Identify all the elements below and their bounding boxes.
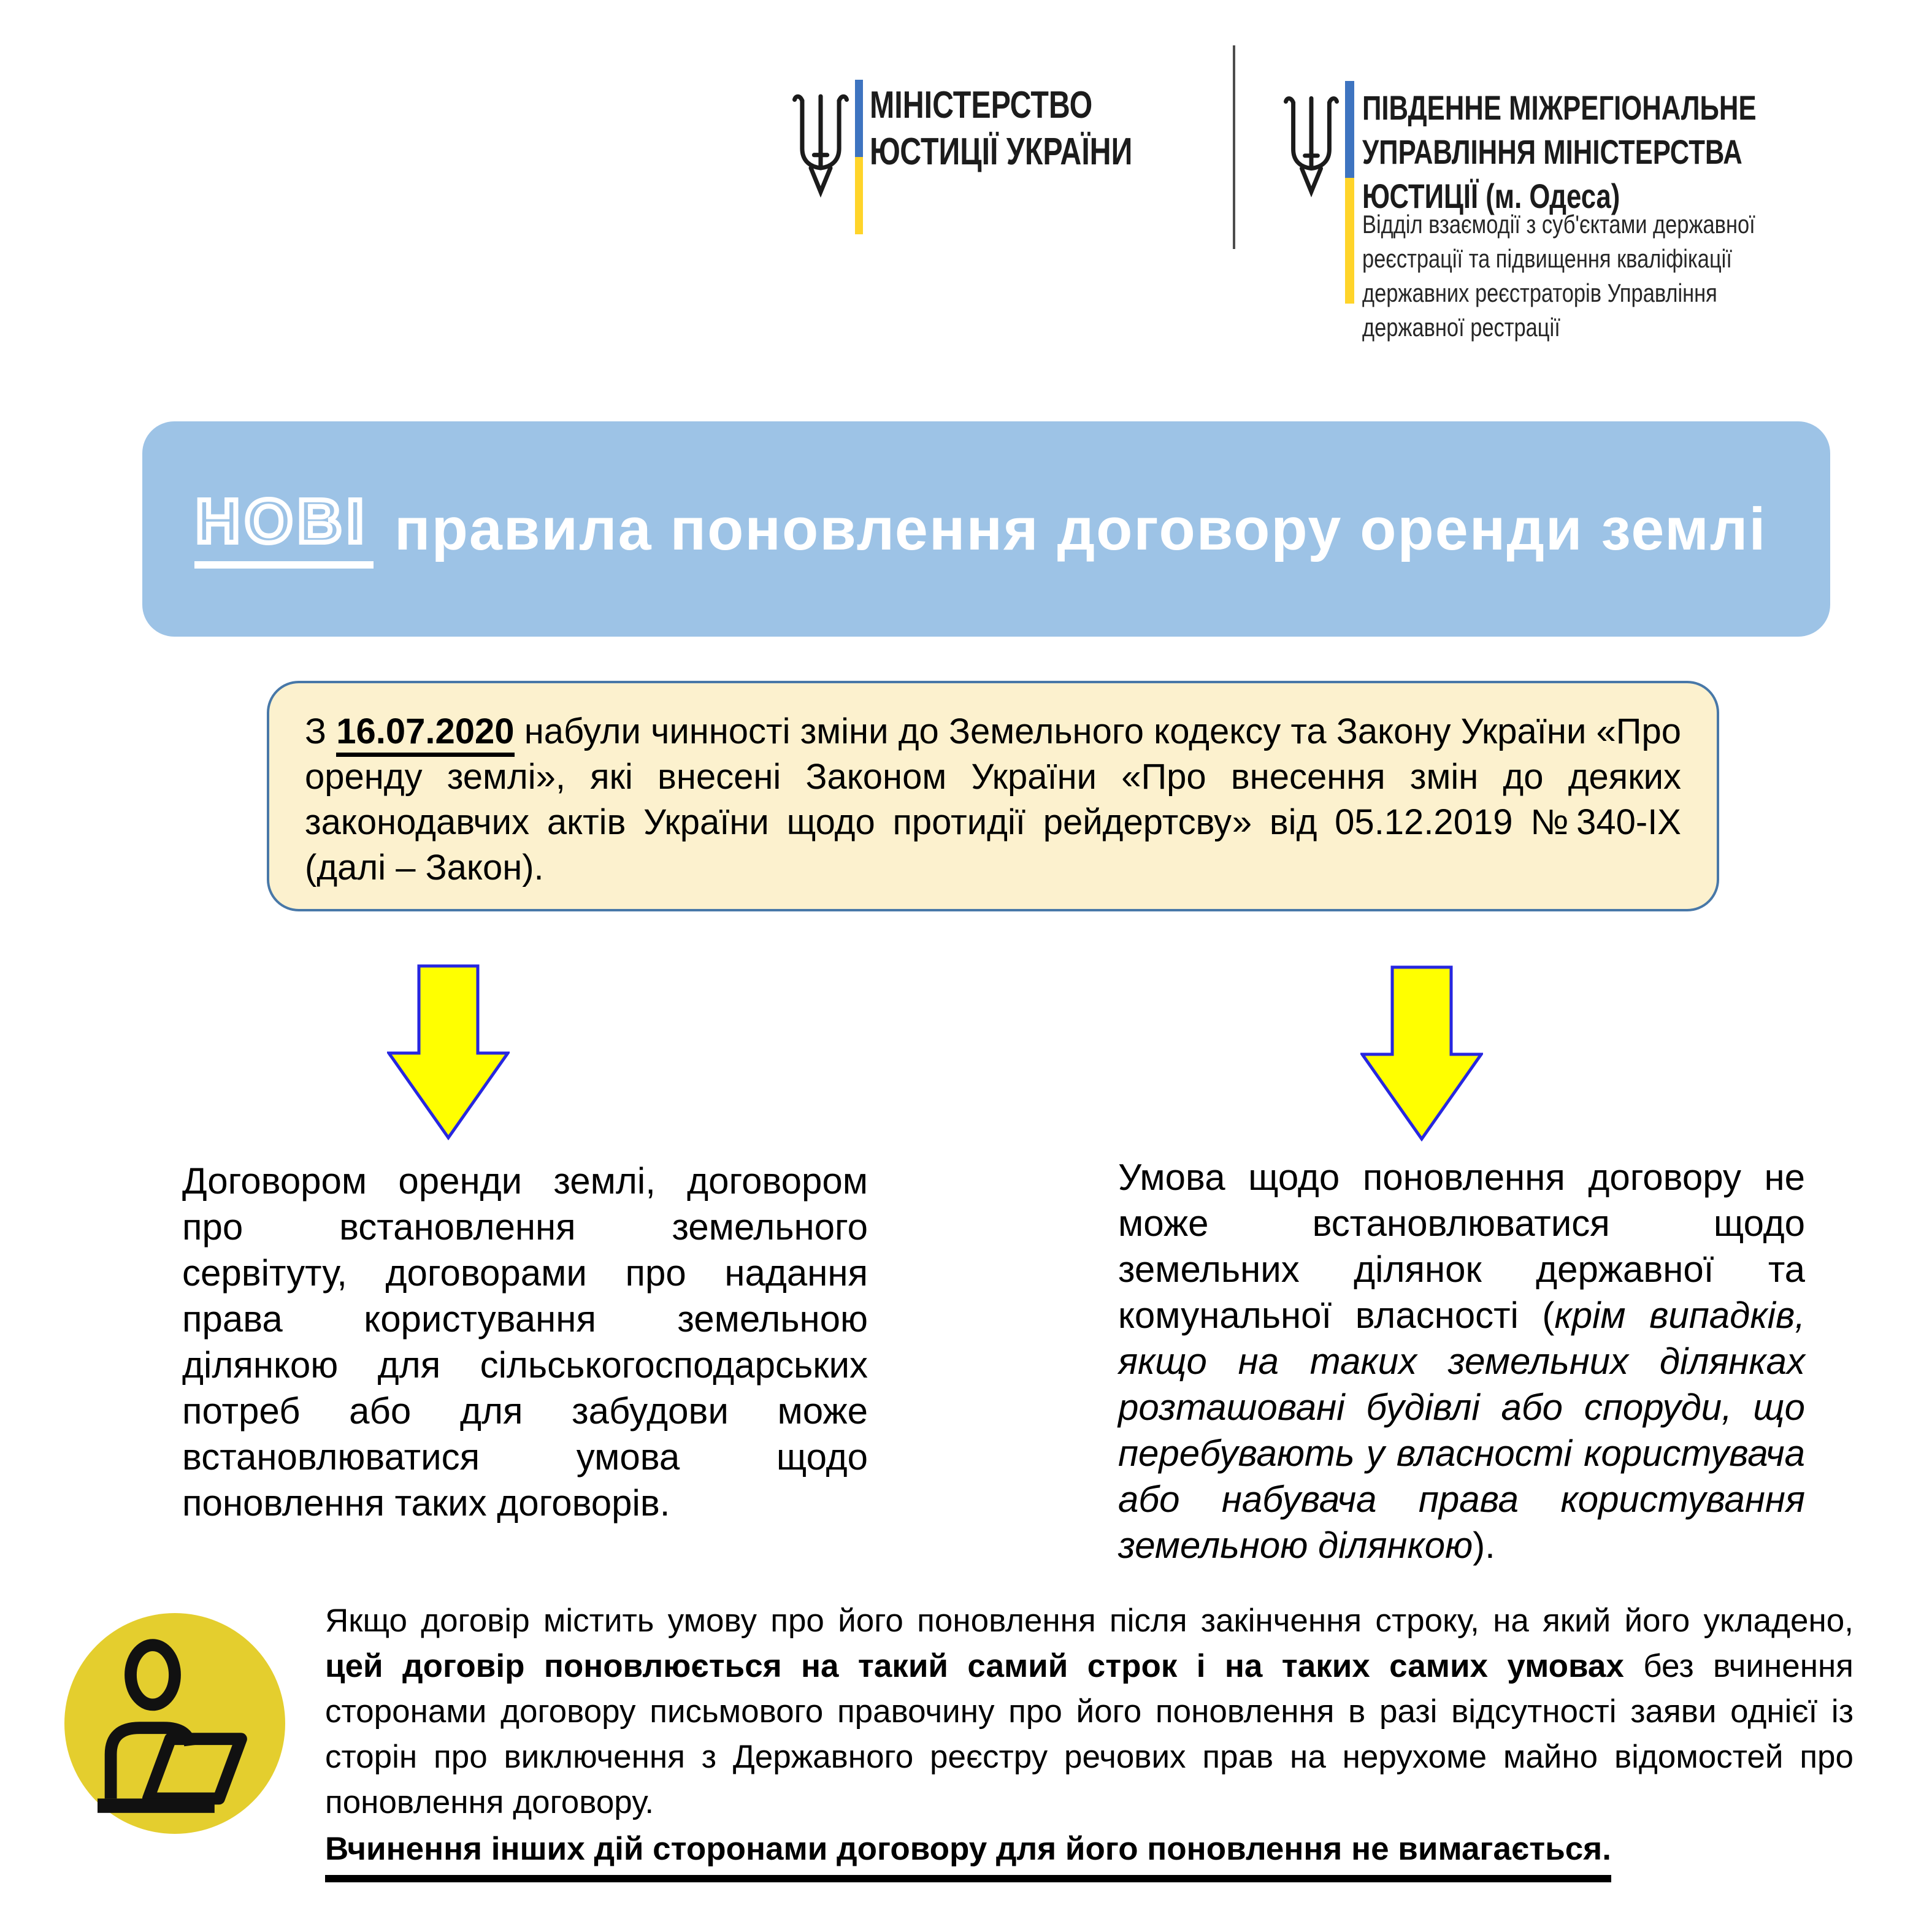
office-title-line2: УПРАВЛІННЯ МІНІСТЕРСТВА	[1362, 132, 1742, 171]
left-column-text: Договором оренди землі, договором про встановлення земельного сервітуту, договорами про надання права користування земельною ділянкою для сільськогосподарських потреб або для забудови може встановлюватися умова щодо поновлення таких договорів.	[182, 1160, 868, 1524]
banner-highlight-word: НОВІ	[194, 489, 374, 569]
office-subtitle-line3: державних реєстраторів Управління	[1362, 278, 1717, 307]
title-banner	[142, 421, 1830, 637]
bottom-part1: Якщо договір містить умову про його поновлення після закінчення строку, на який його укладено,	[325, 1603, 1853, 1639]
law-intro-box	[267, 681, 1719, 911]
office-subtitle-line2: реєстрації та підвищення кваліфікації	[1362, 244, 1732, 273]
bottom-part2: без вчинення сторонами договору письмового правочину про його поновлення в разі відсутності заяви однієї із сторін про виключення з Державного реєстру речових прав на нерухоме майно відомостей про поновлення договору.	[325, 1648, 1853, 1820]
right-column-normal: Умова щодо поновлення договору не може встановлюватися щодо земельних ділянок державної та комунальної власності (	[1118, 1157, 1805, 1336]
down-arrow-icon	[1360, 965, 1483, 1141]
right-column-italic: крім випадків, якщо на таких земельних ділянках розташовані будівлі або споруди, що перебувають у власності користувача або набувача права користування земельною ділянкою	[1118, 1295, 1805, 1566]
bottom-bold: цей договір поновлюється на такий самий строк і на таких самих умовах	[325, 1648, 1624, 1684]
law-text-body: набули чинності зміни до Земельного кодексу та Закону України «Про оренду землі», які внесені Законом України «Про внесення змін до деяких законодавчих актів України щодо протидії рейдертсву» від 05.12.2019 №340-ІХ (далі – Закон).	[305, 711, 1681, 887]
trident-icon	[792, 80, 849, 212]
law-text-prefix: З	[305, 711, 337, 751]
ministry-name-line2: ЮСТИЦІЇ УКРАЇНИ	[870, 131, 1133, 173]
ministry-logo	[792, 77, 1222, 237]
right-column-text	[1118, 1154, 1805, 1568]
ministry-name-line1: МІНІСТЕРСТВО	[870, 84, 1093, 126]
banner-title-text: правила поновлення договору оренди землі	[394, 495, 1767, 562]
office-title-line3: ЮСТИЦІЇ (м. Одеса)	[1362, 177, 1620, 215]
flag-bar-icon	[1345, 81, 1354, 304]
right-column-close: ).	[1473, 1525, 1495, 1566]
ministry-name	[870, 82, 1132, 175]
header-divider	[1233, 45, 1235, 249]
office-title-line1: ПІВДЕННЕ МІЖРЕГІОНАЛЬНЕ	[1362, 88, 1757, 127]
bottom-final-text: Вчинення інших дій сторонами договору для його поновлення не вимагається.	[325, 1827, 1611, 1882]
office-subtitle	[1362, 207, 1755, 345]
office-subtitle-line4: державної рестрації	[1362, 313, 1560, 342]
office-subtitle-line1: Відділ взаємодії з суб'єктами державної	[1362, 210, 1755, 239]
person-laptop-icon	[64, 1613, 285, 1837]
bottom-note	[325, 1598, 1853, 1882]
law-effective-date: 16.07.2020	[336, 711, 514, 757]
regional-office-logo	[1284, 80, 1836, 342]
flag-bar-icon	[855, 80, 863, 234]
office-title	[1362, 86, 1757, 218]
bottom-paragraph	[325, 1598, 1853, 1825]
trident-icon	[1284, 82, 1339, 211]
bottom-final-statement	[325, 1827, 1853, 1882]
down-arrow-icon	[387, 964, 510, 1140]
